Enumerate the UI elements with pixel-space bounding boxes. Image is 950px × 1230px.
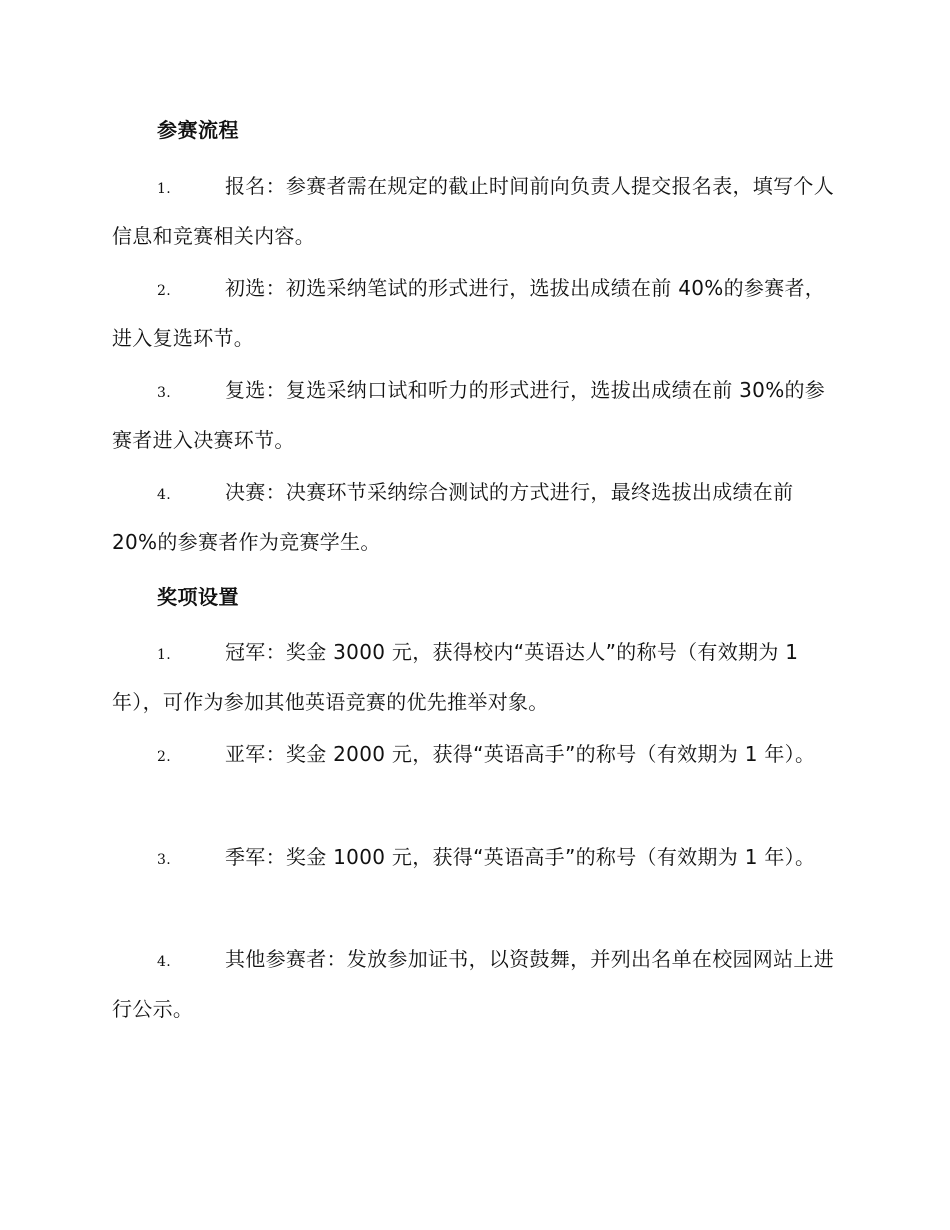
section-heading-process: 参赛流程	[157, 118, 239, 142]
list-item-text: 亚军：奖金 2000 元，获得“英语高手”的称号（有效期为 1 年）。	[225, 742, 816, 766]
section-heading-awards: 奖项设置	[157, 585, 239, 609]
list-item	[112, 834, 834, 884]
list-item-text: 季军：奖金 1000 元，获得“英语高手”的称号（有效期为 1 年）。	[225, 845, 816, 869]
list-item-text: 复选：复选采纳口试和听力的形式进行，选拔出成绩在前 30%的参赛者进入决赛环节。	[112, 378, 826, 452]
list-item-number: 1.	[157, 181, 171, 197]
list-item-text: 冠军：奖金 3000 元，获得校内“英语达人”的称号（有效期为 1 年），可作为参加其他英语竞赛的优先推举对象。	[112, 640, 799, 714]
list-item-text: 初选：初选采纳笔试的形式进行，选拔出成绩在前 40%的参赛者，进入复选环节。	[112, 276, 826, 350]
list-item-text: 决赛：决赛环节采纳综合测试的方式进行，最终选拔出成绩在前 20%的参赛者作为竞赛学生。	[112, 480, 794, 554]
list-item-text: 其他参赛者：发放参加证书，以资鼓舞，并列出名单在校园网站上进行公示。	[112, 947, 834, 1021]
list-item-number: 1.	[157, 647, 171, 663]
list-item-number: 4.	[157, 954, 171, 970]
list-item	[112, 367, 834, 464]
list-item	[112, 469, 834, 566]
list-item-number: 3.	[157, 385, 171, 401]
list-item-number: 2.	[157, 749, 171, 765]
list-item-number: 2.	[157, 283, 171, 299]
list-item	[112, 265, 834, 362]
list-item	[112, 936, 834, 1033]
list-item-number: 3.	[157, 852, 171, 868]
list-item-number: 4.	[157, 487, 171, 503]
list-item-text: 报名：参赛者需在规定的截止时间前向负责人提交报名表，填写个人信息和竞赛相关内容。	[112, 174, 834, 248]
list-item	[112, 731, 834, 781]
list-item	[112, 163, 834, 260]
list-item	[112, 629, 834, 726]
